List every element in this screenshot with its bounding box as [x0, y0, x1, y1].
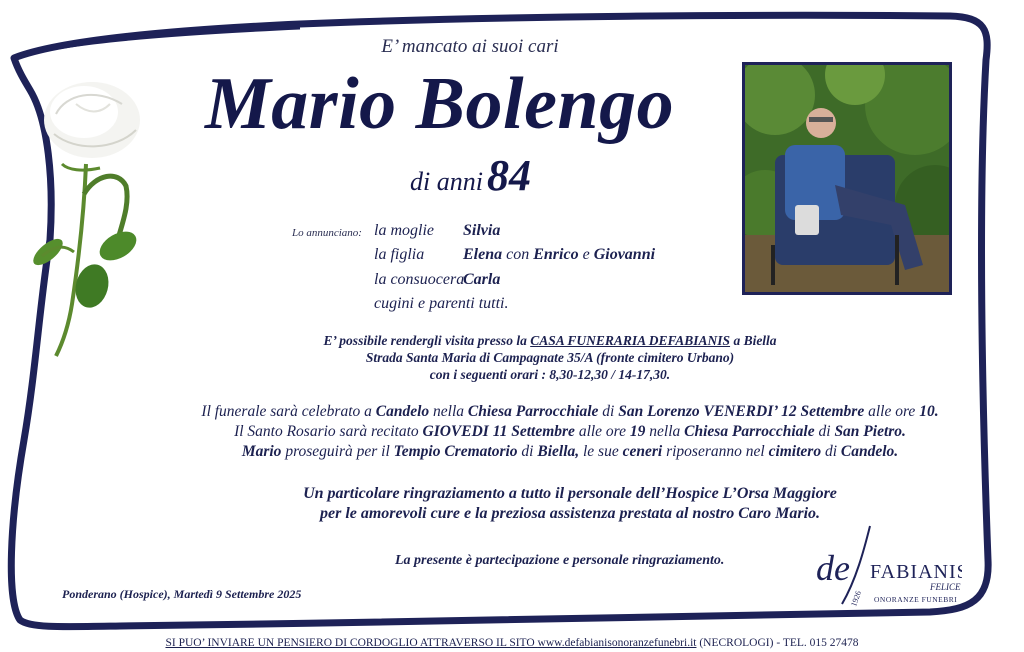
- closing-text: La presente è partecipazione e personale ringraziamento.: [395, 553, 725, 568]
- text-bold: Biella,: [537, 443, 580, 460]
- announce-role: la figlia: [374, 246, 425, 263]
- text-bold: San Pietro.: [834, 423, 906, 440]
- announce-role: la consuocera: [374, 271, 465, 288]
- logo-sub1: FELICE: [930, 582, 961, 592]
- text-bold: Chiesa Parrocchiale: [467, 403, 599, 420]
- text: Il funerale sarà celebrato a: [201, 403, 376, 420]
- announce-role: la moglie: [374, 222, 434, 239]
- text-bold: Tempio Crematorio: [393, 443, 518, 460]
- logo-mark: de: [816, 548, 850, 588]
- announce-person: Carla: [463, 271, 501, 288]
- age: [410, 150, 531, 201]
- announce-person: Silvia: [463, 222, 501, 239]
- place-date: Ponderano (Hospice), Martedì 9 Settembre 2025: [62, 587, 302, 601]
- intro-text: E’ mancato ai suoi cari: [381, 36, 559, 57]
- text: Il Santo Rosario sarà recitato: [234, 423, 423, 440]
- funeral-home-logo: [812, 520, 962, 610]
- text-bold: Candelo.: [840, 443, 899, 460]
- announce-row: [374, 246, 655, 264]
- thanks-text: [180, 484, 960, 524]
- funeral-info: [150, 402, 990, 462]
- visit-info: [180, 332, 920, 383]
- footer-site-link[interactable]: www.defabianisonoranzefunebri.it: [537, 637, 697, 649]
- text: di: [517, 443, 538, 460]
- text: alle ore: [864, 403, 920, 420]
- funeral-line-1: [150, 402, 990, 422]
- announce-label: Lo annunciano:: [292, 227, 362, 239]
- text: di: [598, 403, 619, 420]
- announce-role: cugini e parenti tutti.: [374, 295, 509, 312]
- text-bold: San Lorenzo VENERDI’ 12 Settembre: [618, 403, 865, 420]
- text: proseguirà per il: [281, 443, 394, 460]
- visit-text: a Biella: [730, 333, 777, 348]
- text: riposeranno nel: [662, 443, 769, 460]
- announce-row: [374, 271, 500, 289]
- announce-person: Enrico: [533, 246, 579, 263]
- footer-text: SI PUO’ INVIARE UN PENSIERO DI CORDOGLIO ATTRAVERSO IL SITO: [165, 637, 538, 649]
- logo-sub2: ONORANZE FUNEBRI: [874, 595, 958, 604]
- text-bold: Chiesa Parrocchiale: [684, 423, 815, 440]
- text-bold: Candelo: [375, 403, 430, 420]
- thanks-line: Un particolare ringraziamento a tutto il personale dell’Hospice L’Orsa Maggiore: [303, 485, 837, 502]
- announce-person: Elena: [463, 246, 503, 263]
- funeral-line-3: [150, 442, 990, 462]
- text-bold: 19: [629, 423, 646, 440]
- visit-address: Strada Santa Maria di Campagnate 35/A (fronte cimitero Urbano): [365, 350, 735, 365]
- text: nella: [429, 403, 468, 420]
- text-bold: Mario: [241, 443, 282, 460]
- announce-row: [374, 222, 500, 240]
- visit-text: E’ possibile rendergli visita presso la: [323, 333, 531, 348]
- announce-row: [374, 295, 509, 313]
- age-label: di anni: [410, 167, 483, 196]
- visit-hours: con i seguenti orari : 8,30-12,30 / 14-17,30.: [429, 367, 671, 382]
- footer: [0, 637, 1024, 649]
- text: nella: [645, 423, 685, 440]
- white-rose-icon: [26, 74, 156, 364]
- text-bold: ceneri: [622, 443, 663, 460]
- text-bold: 10.: [919, 403, 939, 420]
- age-value: 84: [486, 151, 531, 200]
- text-bold: cimitero: [768, 443, 822, 460]
- announce-conj: con: [506, 246, 530, 263]
- funeral-line-2: [150, 422, 990, 442]
- text-bold: GIOVEDI 11 Settembre: [422, 423, 575, 440]
- thanks-line: per le amorevoli cure e la preziosa assistenza prestata al nostro Caro Mario.: [319, 505, 821, 522]
- deceased-name: Mario Bolengo: [205, 63, 675, 145]
- portrait-photo: [742, 62, 952, 295]
- announce-person: Giovanni: [593, 246, 656, 263]
- text: di: [814, 423, 835, 440]
- logo-name: FABIANIS: [870, 561, 962, 583]
- text: le sue: [579, 443, 623, 460]
- funeral-home-link: CASA FUNERARIA DEFABIANIS: [530, 333, 731, 348]
- text: di: [821, 443, 841, 460]
- announce-conj: e: [582, 246, 590, 263]
- footer-contact: (NECROLOGI) - TEL. 015 27478: [696, 637, 859, 649]
- text: alle ore: [574, 423, 630, 440]
- logo-year: 1926: [849, 589, 864, 608]
